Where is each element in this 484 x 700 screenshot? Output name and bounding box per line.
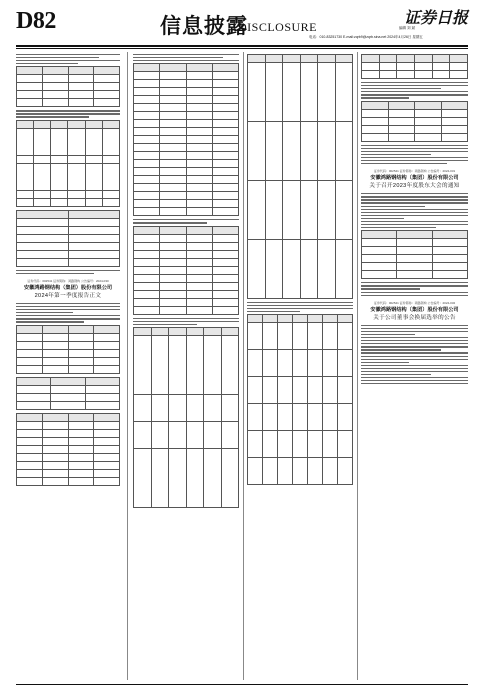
announcement-header [361, 301, 468, 321]
announcement-codes: 证券代码：002541 证券简称：鸿路钢构 公告编号：2024-031 [373, 169, 456, 174]
fine-print-block [361, 145, 468, 165]
fine-print-block [361, 82, 468, 99]
announcement-title: 关于公司董事会换届选举的公告 [373, 314, 456, 321]
announcement-company: 安徽鸿路钢结构（集团）股份有限公司 [370, 175, 459, 182]
announcement-header [361, 169, 468, 189]
announcement-codes: 证券代码：002541 证券简称：鸿路钢构 公告编号：2024-032 [373, 300, 456, 305]
data-table [133, 63, 239, 216]
column-1 [16, 52, 120, 680]
data-table [16, 66, 120, 107]
page-bottom-rule [16, 684, 468, 685]
fine-print-block [133, 219, 239, 223]
newspaper-logo: 证券日报 [404, 8, 469, 27]
masthead-rule-thin [16, 48, 468, 49]
data-table [247, 54, 353, 299]
column-divider [357, 52, 358, 680]
fine-print-block [16, 303, 120, 323]
announcement-title: 2024年第一季度报告正文 [34, 292, 102, 299]
data-table [16, 325, 120, 374]
fine-print-block [361, 193, 468, 228]
announcement-title: 关于召开2023年度股东大会的通知 [369, 183, 460, 190]
data-table [16, 377, 120, 410]
announcement-company: 安徽鸿路钢结构（集团）股份有限公司 [23, 284, 113, 291]
column-divider [127, 52, 128, 680]
fine-print-block [247, 302, 353, 312]
data-table [247, 314, 353, 485]
column-2 [133, 52, 239, 680]
data-table [16, 210, 120, 267]
masthead [0, 0, 484, 44]
data-table [361, 230, 468, 279]
data-table [16, 120, 120, 207]
data-table [16, 413, 120, 486]
section-title-en: DISCLOSURE [238, 20, 318, 34]
editors-line: 编辑 刘 斌 [399, 26, 415, 30]
column-4 [361, 52, 468, 680]
fine-print-block [16, 270, 120, 274]
fine-print-block [16, 110, 120, 117]
fine-print-block [133, 54, 239, 61]
page-number: D82 [16, 8, 56, 34]
data-table [361, 101, 468, 142]
data-table [361, 54, 468, 79]
data-table [133, 327, 239, 508]
masthead-rule-thick [16, 45, 468, 47]
data-table [133, 226, 239, 315]
column-3 [247, 52, 353, 680]
contact-info-line: 电话：010-83251730 E-mail:zqrb9@zqrb.sina.net 2024年4月26日 星期五 [309, 35, 423, 39]
fine-print-block [133, 318, 239, 325]
fine-print-block [16, 54, 120, 64]
section-title: 信息披露 [160, 13, 248, 38]
fine-print-block [361, 282, 468, 296]
announcement-company: 安徽鸿路钢结构（集团）股份有限公司 [370, 306, 459, 313]
fine-print-block [361, 325, 468, 385]
column-divider [243, 52, 244, 680]
announcement-header [16, 279, 120, 299]
announcement-codes: 证券代码：002541 证券简称：鸿路钢构 公告编号：2024-030 [27, 278, 109, 283]
